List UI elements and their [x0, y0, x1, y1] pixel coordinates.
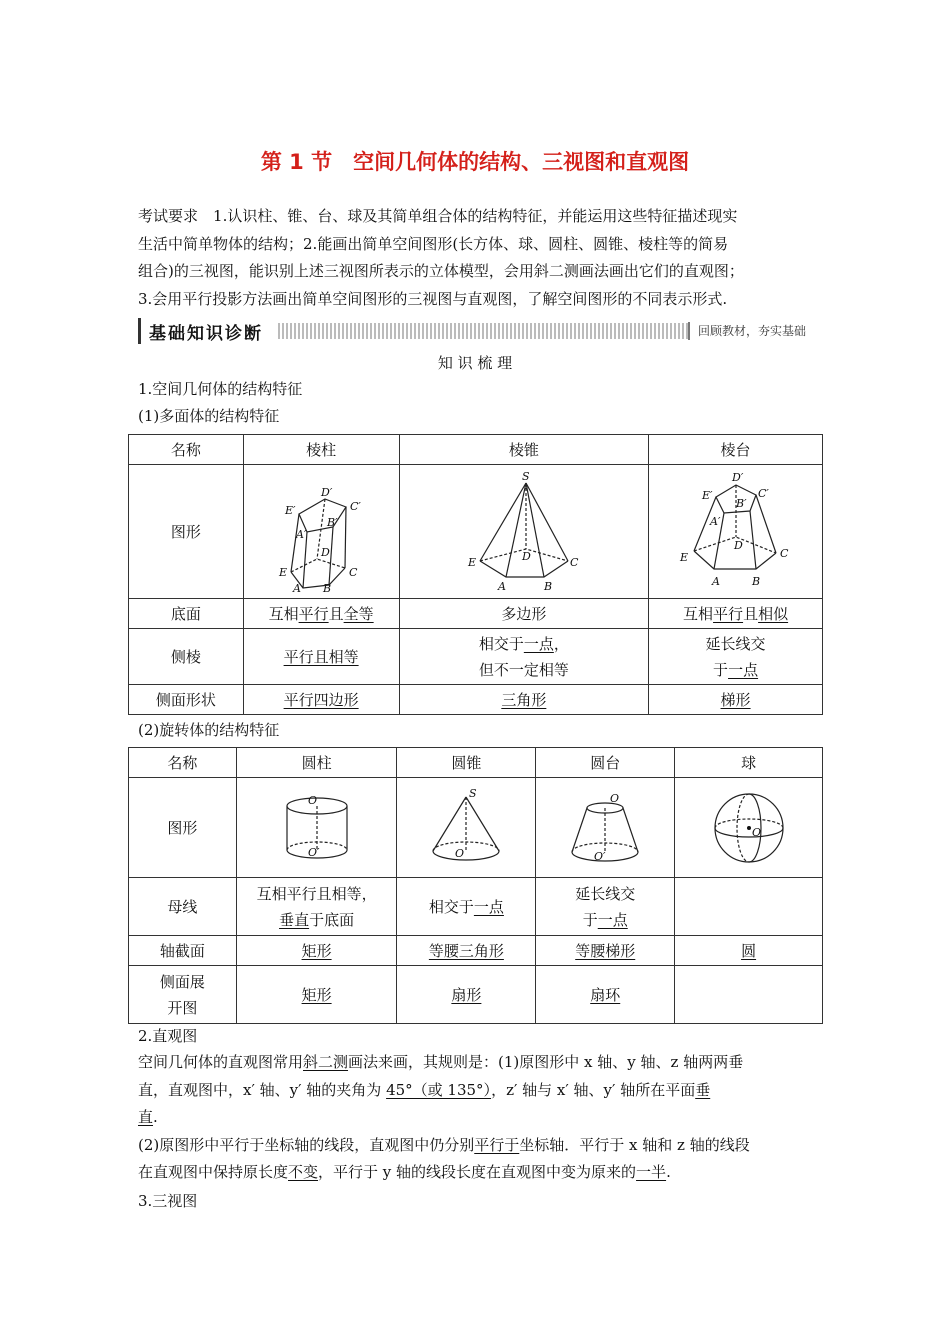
intuitive-rules	[138, 1049, 818, 1187]
label-B: B	[751, 575, 760, 588]
label-D: D	[321, 545, 330, 559]
table-row	[129, 629, 823, 685]
cone-figure	[397, 778, 536, 878]
label-E1: E′	[285, 503, 296, 517]
cell-face-prism: 平行四边形	[243, 685, 399, 715]
rule-line-5: 在直观图中保持原长度不变，平行于 y 轴的线段长度在直观图中变为原来的一半.	[138, 1163, 671, 1181]
sphere-figure	[675, 778, 823, 878]
heading-structure: 1.空间几何体的结构特征	[138, 380, 303, 398]
label-O1: O′	[594, 849, 606, 863]
cylinder-figure	[236, 778, 397, 878]
cell-lateral-cylinder: 矩形	[236, 966, 397, 1024]
banner-title: 基础知识诊断	[138, 318, 263, 344]
heading-intuitive: 2.直观图	[138, 1027, 198, 1045]
cell-lateral-frustum: 扇环	[536, 966, 675, 1024]
label-A: A	[711, 575, 720, 588]
label-C1: C′	[757, 487, 769, 500]
cell-lateral-cone: 扇形	[397, 966, 536, 1024]
label-C: C	[349, 565, 358, 579]
rule-line-2: 直，直观图中，x′ 轴、y′ 轴的夹角为 45°（或 135°），z′ 轴与 x′ 轴、y′ 轴所在平面垂	[138, 1080, 711, 1099]
cell-lateral-sphere	[675, 966, 823, 1024]
prism-figure	[243, 465, 399, 599]
rule-line-4: (2)原图形中平行于坐标轴的线段，直观图中仍分别平行于坐标轴．平行于 x 轴和 z 轴的线段	[138, 1135, 750, 1154]
row-label: 侧棱	[129, 629, 244, 685]
pyramid-figure	[399, 465, 649, 599]
label-D: D	[521, 550, 531, 563]
row-label: 侧面形状	[129, 685, 244, 715]
table-row	[129, 599, 823, 629]
label-B: B	[323, 581, 332, 592]
label-E: E	[467, 556, 476, 569]
prism-diagram	[261, 472, 381, 592]
header-cell: 圆锥	[397, 748, 536, 778]
heading-rotation: (2)旋转体的结构特征	[138, 721, 280, 739]
cell-generatrix-cone: 相交于一点	[397, 878, 536, 936]
cell-axial-cone: 等腰三角形	[397, 936, 536, 966]
label-S: S	[469, 786, 477, 800]
heading-three-views: 3.三视图	[138, 1192, 198, 1210]
banner-subtitle: 回顾教材，夯实基础	[688, 322, 812, 340]
header-cell: 圆台	[536, 748, 675, 778]
cone-diagram	[421, 787, 511, 869]
label-A: A	[293, 581, 302, 592]
cell-base-frustum: 互相平行且相似	[649, 599, 823, 629]
cell-base-prism: 互相平行且全等	[243, 599, 399, 629]
label-E: E	[279, 565, 288, 579]
table-row	[129, 465, 823, 599]
table-row	[129, 685, 823, 715]
table-row	[129, 966, 823, 1024]
label-B: B	[543, 580, 552, 593]
header-cell: 圆柱	[236, 748, 397, 778]
cell-edge-frustum: 延长线交 于一点	[649, 629, 823, 685]
cell-axial-frustum: 等腰梯形	[536, 936, 675, 966]
label-B1: B′	[735, 497, 747, 510]
cylinder-diagram	[272, 788, 362, 868]
req-line-2: 生活中简单物体的结构；2.能画出简单空间图形(长方体、球、圆柱、圆锥、棱柱等的简易	[138, 234, 729, 253]
frustum-cone-diagram	[560, 788, 650, 868]
cell-generatrix-cylinder: 互相平行且相等， 垂直于底面	[236, 878, 397, 936]
heading-polyhedron: (1)多面体的结构特征	[138, 407, 280, 425]
row-label: 底面	[129, 599, 244, 629]
label-E1: E′	[701, 489, 713, 502]
row-label: 图形	[129, 778, 237, 878]
req-line-3: 组合)的三视图，能识别上述三视图所表示的立体模型，会用斜二测画法画出它们的直观图；	[138, 262, 744, 280]
exam-requirements	[138, 203, 818, 313]
sphere-diagram	[704, 786, 794, 870]
table-row	[129, 936, 823, 966]
cell-generatrix-sphere	[675, 878, 823, 936]
cell-base-pyramid: 多边形	[399, 599, 649, 629]
label-O: O	[455, 846, 465, 860]
cell-axial-cylinder: 矩形	[236, 936, 397, 966]
cell-face-frustum: 梯形	[649, 685, 823, 715]
cell-edge-pyramid: 相交于一点， 但不一定相等	[399, 629, 649, 685]
cell-generatrix-frustum: 延长线交 于一点	[536, 878, 675, 936]
header-cell: 球	[675, 748, 823, 778]
requirements-label: 考试要求	[138, 207, 199, 225]
label-O: O	[751, 825, 761, 839]
table-row	[129, 878, 823, 936]
header-cell: 名称	[129, 435, 244, 465]
section-title: 知 识 梳 理	[437, 354, 513, 372]
pyramid-diagram	[464, 469, 584, 594]
section-banner	[138, 318, 812, 344]
req-line-1: 1.认识柱、锥、台、球及其简单组合体的结构特征，并能运用这些特征描述现实	[213, 207, 738, 225]
label-D: D	[733, 539, 743, 552]
table-row	[129, 778, 823, 878]
label-E: E	[679, 551, 688, 564]
label-D1: D′	[731, 471, 743, 484]
label-O: O	[307, 793, 317, 807]
header-cell: 棱锥	[399, 435, 649, 465]
row-label: 侧面展 开图	[129, 966, 237, 1024]
header-cell: 棱柱	[243, 435, 399, 465]
frustum-figure	[649, 465, 823, 599]
label-C: C	[569, 556, 579, 569]
rule-line-1: 空间几何体的直观图常用斜二测画法来画，其规则是：(1)原图形中 x 轴、y 轴、z 轴两两垂	[138, 1053, 744, 1071]
label-C: C	[779, 547, 788, 560]
page-title: 第 1 节 空间几何体的结构、三视图和直观图	[260, 150, 690, 174]
cell-edge-prism: 平行且相等	[243, 629, 399, 685]
row-label: 母线	[129, 878, 237, 936]
label-O: O	[610, 791, 620, 805]
polyhedron-table	[128, 434, 823, 715]
label-D1: D′	[321, 485, 333, 499]
cell-face-pyramid: 三角形	[399, 685, 649, 715]
label-O1: O′	[307, 845, 320, 859]
table-header-row	[129, 748, 823, 778]
frustum-cone-figure	[536, 778, 675, 878]
rotation-table	[128, 747, 823, 1024]
label-A: A	[497, 580, 506, 593]
table-header-row	[129, 435, 823, 465]
label-S: S	[521, 470, 530, 483]
label-B1: B′	[327, 515, 338, 529]
req-line-4: 3.会用平行投影方法画出简单空间图形的三视图与直观图，了解空间图形的不同表示形式.	[138, 289, 728, 308]
label-A1: A′	[709, 515, 721, 528]
label-C1: C′	[350, 499, 362, 513]
header-cell: 名称	[129, 748, 237, 778]
row-label: 图形	[129, 465, 244, 599]
cell-axial-sphere: 圆	[675, 936, 823, 966]
row-label: 轴截面	[129, 936, 237, 966]
label-A1: A′	[296, 527, 307, 541]
rule-line-3: 直.	[138, 1108, 158, 1126]
header-cell: 棱台	[649, 435, 823, 465]
frustum-diagram	[676, 469, 796, 594]
